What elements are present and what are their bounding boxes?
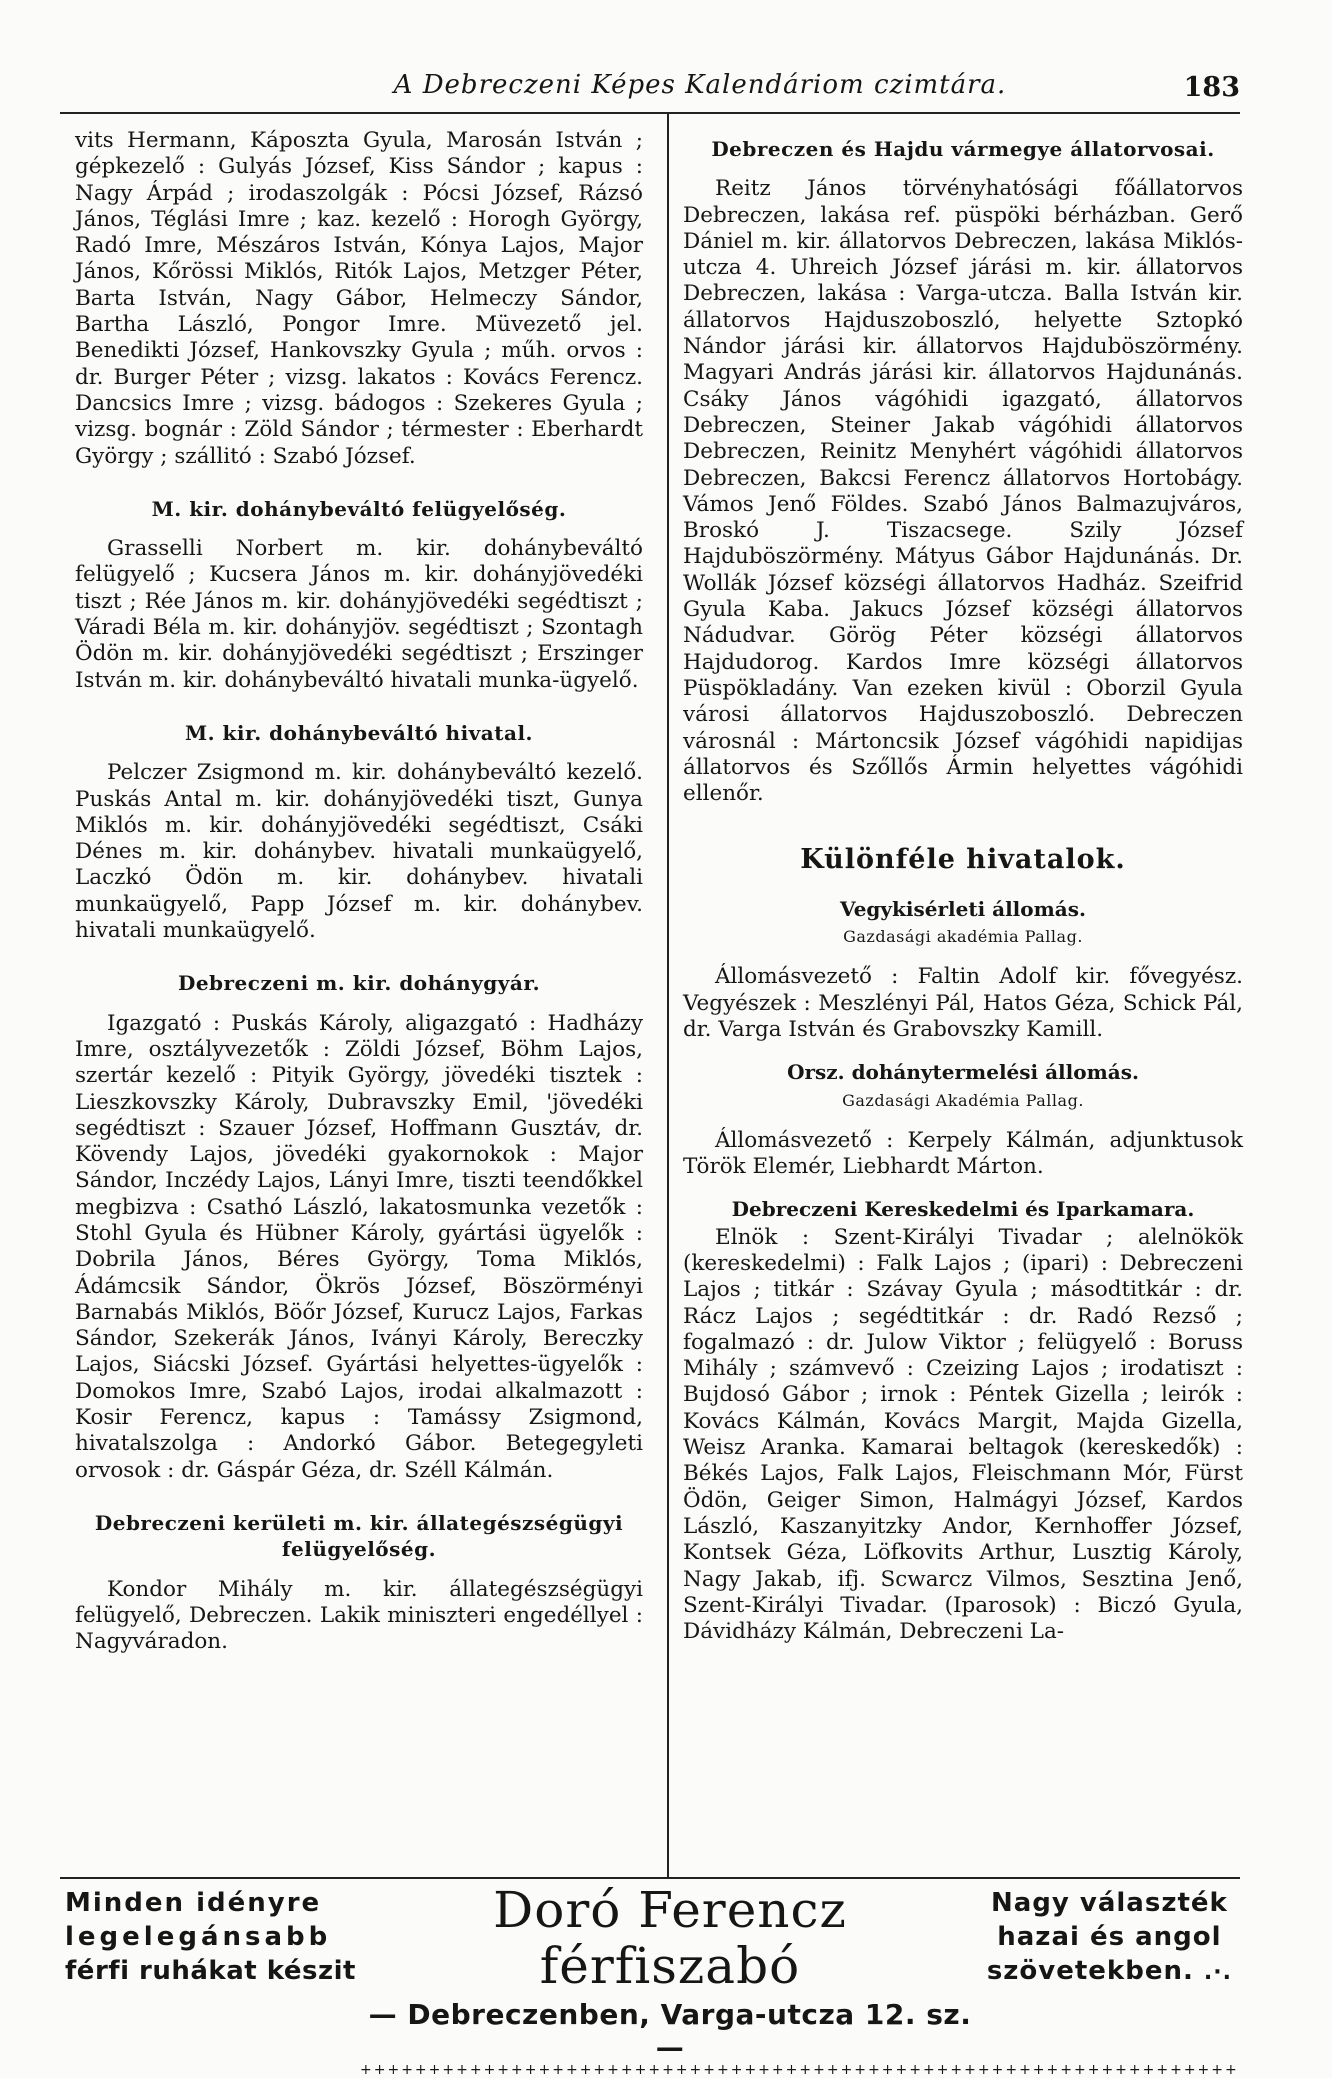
advert-business-name: Doró Ferencz férfiszabó: [493, 1881, 847, 1995]
section-title-dohanybevalto-felugyeloseg: M. kir. dohánybeváltó felügyelőség.: [151, 496, 567, 521]
advert-address: — Debreczenben, Varga-utcza 12. sz. —: [368, 1998, 972, 2064]
advert-ornamental-dots: ++++++++++++++++++++++++++++++++++++++++++++++++++++++++++++++++: [360, 2062, 1239, 2078]
section-title-dohanygyar: Debreczeni m. kir. dohánygyár.: [177, 971, 541, 996]
right-column: [683, 128, 1243, 1645]
section-title-kulonfele-hivatalok: Különféle hivatalok.: [800, 844, 1126, 876]
section-body-dohanybevalto-hivatal: Pelczer Zsigmond m. kir. dohánybeváltó kezelő. Puskás Antal m. kir. dohányjövedéki tiszt, Gunya Miklós m. kir. dohányjövedéki segédtiszt, Csáki Dénes m. kir. dohánybev. hivatali munkaügyelő, Laczkó Ödön m. kir. dohánybev. hivatali munkaügyelő, Papp József m. kir. dohánybev. hivatali munkaügyelő.: [75, 760, 643, 944]
advert-right-line: [987, 1954, 1232, 1990]
advertisement: [60, 1881, 1240, 2078]
page-number: 183: [1183, 72, 1240, 103]
advert-right-text: szövetekben.: [986, 1956, 1194, 1986]
advert-right-line: Nagy választék: [990, 1888, 1228, 1918]
header-rule: [60, 112, 1240, 114]
subsection-body-iparkamara: Elnök : Szent-Királyi Tivadar ; alelnökök (kereskedelmi) : Falk Lajos ; (ipari) : Debreczeni Lajos ; titkár : Szávay Gyula ; másodtitkár : dr. Rácz Lajos ; segédtitkár : dr. Radó Rezső ; fogalmazó : dr. Julow Viktor ; felügyelő : Boruss Mihály ; számvevő : Czeizing Lajos ; irodatiszt : Bujdosó Gábor ; irnok : Péntek Gizella ; leirók : Kovács Kálmán, Kovács Margit, Majda Gizella, Weisz Aranka. Kamarai beltagok (kereskedők) : Békés Lajos, Falk Lajos, Fleischmann Mór, Fürst Ödön, Geiger Simon, Halmágyi József, Kardos László, Kaszanyitzky Andor, Kernhoffer József, Kontsek Géza, Löfkovits Arthur, Lusztig Károly, Nagy Jakab, ifj. Scwarcz Vilmos, Sesztina Jenő, Szent-Királyi Tivadar. (Iparosok) : Biczó Gyula, Dávidházy Kálmán, Debreczeni La-: [683, 1224, 1243, 1645]
running-head: [60, 70, 1240, 110]
section-body-dohanygyar: Igazgató : Puskás Károly, aligazgató : Hadházy Imre, osztályvezetők : Zöldi József, Böhm Lajos, szertár kezelő : Pityik György, jövedéki tisztek : Lieszkovszky Károly, Dubravszky Emil, 'jövedéki segédtiszt : Szauer József, Hoffmann Gusztáv, dr. Kövendy Lajos, jövedéki gyakornokok : Major Sándor, Inczédy Lajos, Lányi Imre, tiszti teendőkkel megbizva : Csathó László, lakatosmunka vezetők : Stohl Gyula és Hübner Károly, gyártási ügyelők : Dobrila János, Béres György, Toma Miklós, Ádámcsik Sándor, Ökrös József, Böszörményi Barnabás Miklós, Böőr József, Kurucz Lajos, Farkas Sándor, Szekerák János, Iványi Károly, Bereczky Lajos, Siácski József. Gyártási helyettes-ügyelők : Domokos Imre, Szabó Lajos, irodai alkalmazott : Kosir Ferencz, kapus : Tamássy Zsigmond, hivatalszolga : Andorkó Gábor. Betegegyleti orvosok : dr. Gáspár Géza, dr. Széll Kálmán.: [75, 1010, 643, 1483]
advert-left-line: férfi ruhákat készit: [65, 1956, 356, 1986]
continued-paragraph: vits Hermann, Káposzta Gyula, Marosán István ; gépkezelő : Gulyás József, Kiss Sándor ; kapus : Nagy Árpád ; irodaszolgák : Pócsi József, Rázsó János, Téglási Imre ; kaz. kezelő : Horogh György, Radó Imre, Mészáros István, Kónya Lajos, Major János, Kőrössi Miklós, Ritók Lajos, Metzger Péter, Barta István, Nagy Gábor, Helmeczy Sándor, Bartha László, Pongor Imre. Müvezető jel. Benedikti József, Hankovszky Gyula ; műh. orvos : dr. Burger Péter ; vizsg. lakatos : Kovács Ferencz. Dancsics Imre ; vizsg. bádogos : Szekeres Gyula ; vizsg. bognár : Zöld Sándor ; térmester : Eberhardt György ; szállitó : Szabó József.: [75, 128, 643, 469]
advert-rule: [60, 1877, 1240, 1879]
section-body-dohanybevalto-felugyeloseg: Grasselli Norbert m. kir. dohánybeváltó felügyelő ; Kucsera János m. kir. dohányjövedéki tiszt ; Rée János m. kir. dohányjövedéki segédtiszt ; Váradi Béla m. kir. dohányjöv. segédtiszt ; Szontagh Ödön m. kir. dohányjövedéki segédtiszt ; Erszinger István m. kir. dohánybeváltó hivatali munka-ügyelő.: [75, 536, 643, 693]
subsection-title-dohanytermelesi: Orsz. dohánytermelési állomás.: [787, 1060, 1139, 1085]
subsection-body-dohanytermelesi: Állomásvezető : Kerpely Kálmán, adjunktusok Török Elemér, Liebhardt Márton.: [683, 1127, 1243, 1180]
advert-left-line: legelegánsabb: [65, 1922, 332, 1952]
advert-right-line: hazai és angol: [997, 1922, 1222, 1952]
section-body-allatorvosok: Reitz János törvényhatósági főállatorvos Debreczen, lakása ref. püspöki bérházban. Gerő Dániel m. kir. állatorvos Debreczen, lakása Miklós-utcza 4. Uhreich József járási m. kir. állatorvos Debreczen, lakása : Varga-utcza. Balla István kir. állatorvos Hajduszoboszló, helyette Sztopkó Nándor járási kir. állatorvos Hajduböszörmény. Magyari András járási kir. állatorvos Hajdunánás. Csáky János vágóhidi igazgató, állatorvos Debreczen, Steiner Jakab vágóhidi állatorvos Debreczen, Reinitz Menyhért vágóhidi állatorvos Debreczen, Bakcsi Ferencz állatorvos Hortobágy. Vámos Jenő Földes. Szabó János Balmazujváros, Broskó J. Tiszacsege. Szily József Hajduböszörmény. Mátyus Gábor Hajdunánás. Dr. Wollák József községi állatorvos Hadház. Szeifrid Gyula Kaba. Jakucs József községi állatorvos Nádudvar. Görög Péter községi állatorvos Hajdudorog. Kardos Imre községi állatorvos Püspökladány. Van ezeken kivül : Oborzil Gyula városi állatorvos Hajduszoboszló. Debreczen városnál : Mártoncsik József vágóhidi napidijas állatorvos és Szőllős Ármin helyettes vágóhidi ellenőr.: [683, 176, 1243, 807]
advert-left-block: [65, 1886, 356, 1988]
column-divider: [667, 112, 669, 1877]
left-column: [75, 128, 643, 1655]
section-body-allategeszsegugyi: Kondor Mihály m. kir. állategészségügyi felügyelő, Debreczen. Lakik miniszteri engedéllyel : Nagyváradon.: [75, 1576, 643, 1655]
subsection-note-vegykiserleti: Gazdasági akadémia Pallag.: [843, 927, 1083, 947]
advert-left-line: Minden idényre: [65, 1888, 322, 1918]
ornament-icon: .·.: [1203, 1960, 1232, 1985]
subsection-body-vegykiserleti: Állomásvezető : Faltin Adolf kir. fővegyész. Vegyészek : Meszlényi Pál, Hatos Géza, Schick Pál, dr. Varga István és Grabovszky Kamill.: [683, 964, 1243, 1042]
section-title-allatorvosok: Debreczen és Hajdu vármegye állatorvosai.: [711, 137, 1215, 161]
section-title-dohanybevalto-hivatal: M. kir. dohánybeváltó hivatal.: [184, 720, 534, 745]
subsection-note-dohanytermelesi: Gazdasági Akadémia Pallag.: [842, 1090, 1084, 1110]
subsection-title-iparkamara: Debreczeni Kereskedelmi és Iparkamara.: [731, 1197, 1195, 1222]
section-title-allategeszsegugyi: Debreczeni kerületi m. kir. állategészségügyi felügyelőség.: [94, 1510, 624, 1562]
advert-right-block: [987, 1886, 1232, 1990]
subsection-title-vegykiserleti: Vegykisérleti állomás.: [840, 896, 1086, 921]
running-title: A Debreczeni Képes Kalendáriom czimtára.: [393, 70, 1007, 100]
